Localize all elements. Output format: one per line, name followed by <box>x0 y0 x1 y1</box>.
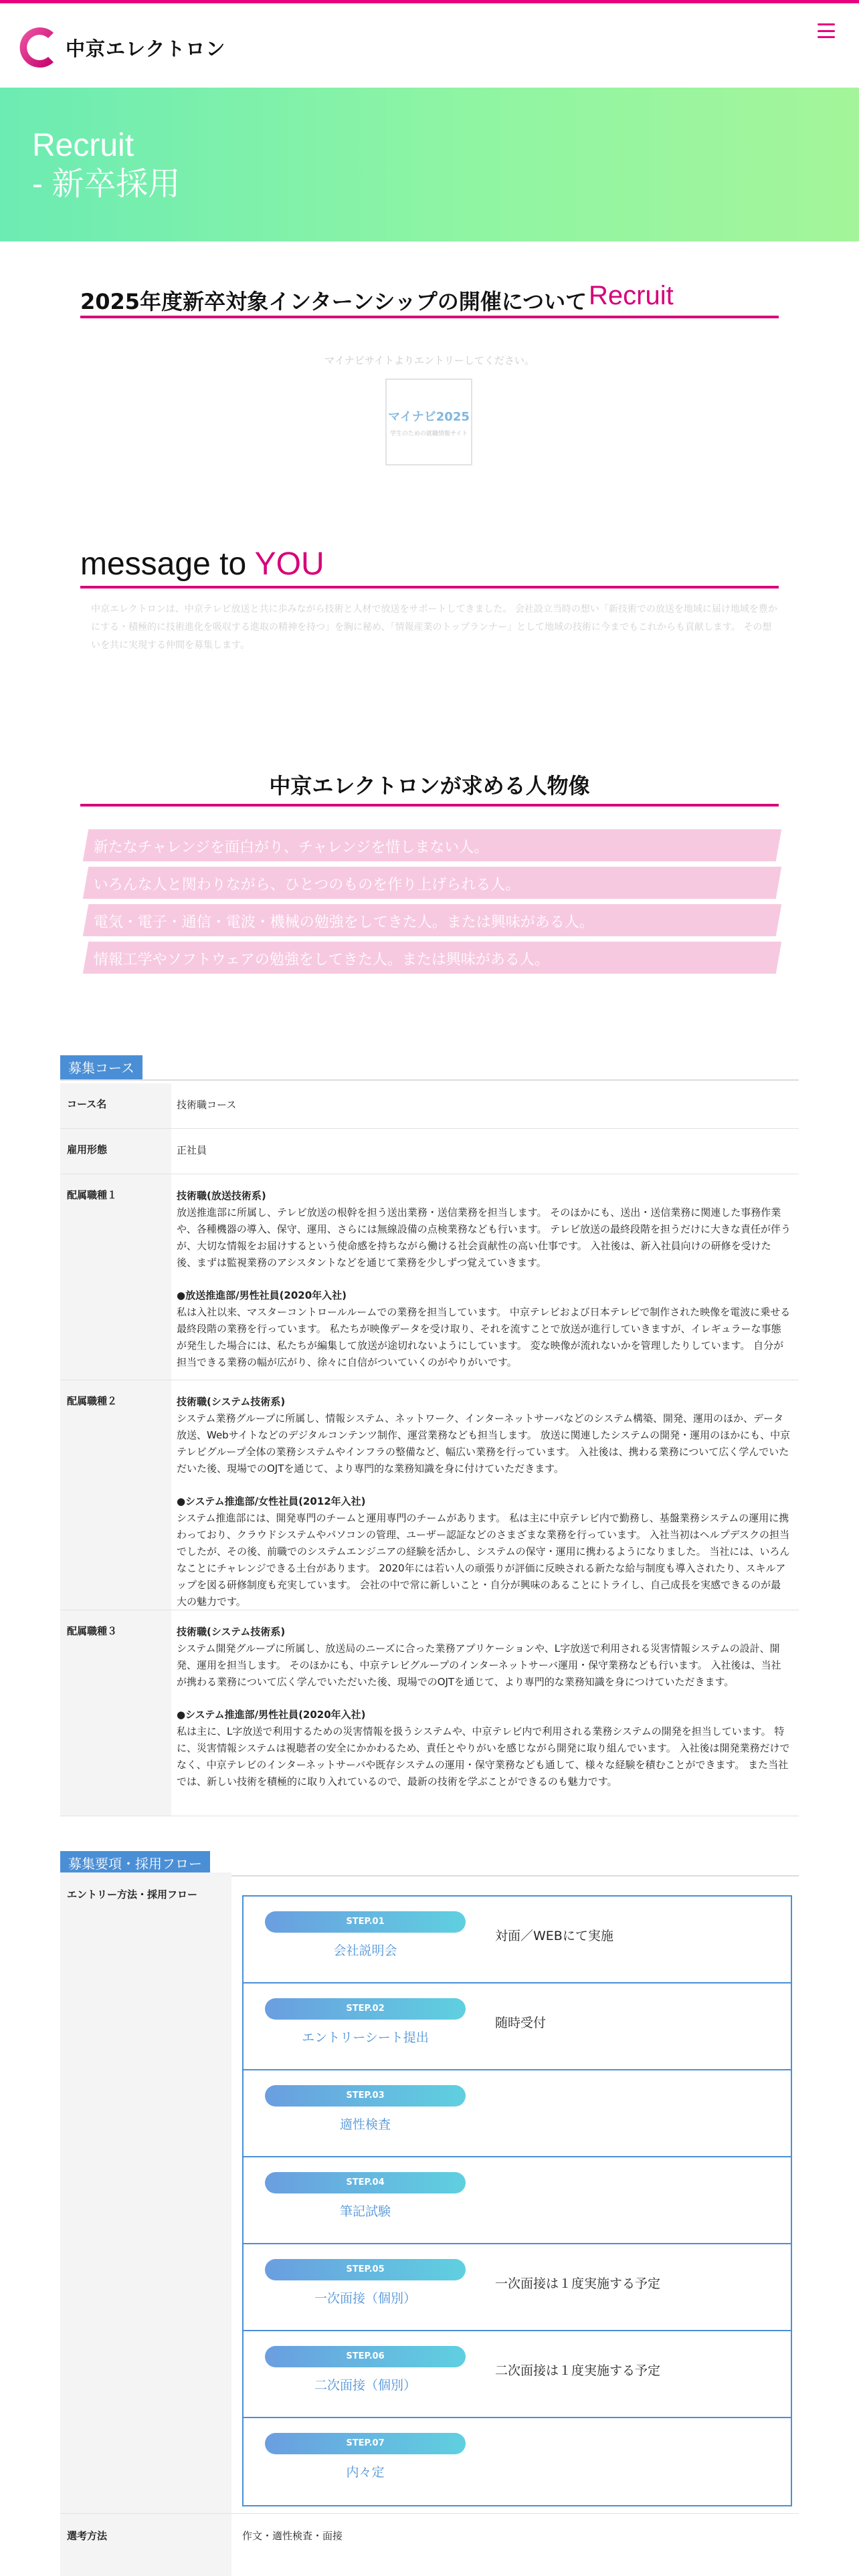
row-header: 雇用形態 <box>60 1129 171 1174</box>
dept-heading: 技術職(システム技術系) <box>177 1626 286 1638</box>
flow-step <box>244 2331 791 2418</box>
hero-title <box>32 126 180 204</box>
mynavi-badge-sub: 学生のための就職情報サイト <box>389 430 468 437</box>
row-value <box>171 1380 799 1610</box>
intern-heading <box>80 281 779 318</box>
table-row <box>60 1380 799 1610</box>
step-number: STEP.05 <box>265 2259 466 2280</box>
flow-row-value <box>231 1872 799 2513</box>
intern-title-jp: 2025年度新卒対象インターンシップの開催について <box>80 289 587 314</box>
row-value: 正社員 <box>177 1144 207 1156</box>
menu-icon[interactable] <box>818 23 835 38</box>
step-note: 随時受付 <box>495 2016 547 2030</box>
row-value <box>171 1610 799 1816</box>
hero-title-line1: Recruit <box>32 128 134 163</box>
row-value: 作文・適性検査・面接 <box>242 2530 343 2542</box>
message-body: 中京エレクトロンは、中京テレビ放送と共に歩みながら技術と人材で放送をサポートしてきました。 会社設立当時の想い「新技術での放送を地域に届け地域を豊かにする・積極的に技術進化を吸収する進取の精神を持つ」を胸に秘め、「情報産業のトップランナー」として地域の技術に今までもこれからも貢献します。 その想いを共に実現する仲間を募集します。 <box>91 604 777 651</box>
message-title-a: message to <box>80 546 255 582</box>
flow-tag: 募集要項・採用フロー <box>60 1851 210 1876</box>
step-label: 一次面接（個別） <box>314 2291 416 2306</box>
intern-title-en: Recruit <box>589 281 674 310</box>
selection-method-row <box>60 2513 799 2576</box>
site-header <box>0 3 859 88</box>
dept-description: システム業務グループに所属し、情報システム、ネットワーク、インターネットサーバなどのシステム構築、開発、運用のほか、データ放送、Webサイトなどのデジタルコンテンツ制作、運営業務なども担当します。 放送に関連したシステムの開発・運用のほかにも、中京テレビグループ全体の業務システムやインフラの整備など、幅広い業務を行っています。 入社後は、携わる業務について広く学んでいただいた後、現場でのOJTを通じて、より専門的な業務知識を身に付けていただきます。 <box>177 1412 791 1475</box>
hero-title-line2: - 新卒採用 <box>32 167 181 202</box>
employee-comment: システム推進部には、開発専門のチームと運用専門のチームがあります。 私は主に中京テレビ内で勤務し、基盤業務システムの運用に携わっており、クラウドシステムやパソコンの管理、ユーザー認証などのさまざまな業務を行っています。 入社当初はヘルプデスクの担当でしたが、その後、前職でのシステムエンジニアの経験を活かし、システムの保守・運用に携わるようになりました。 当社には、いろんなことにチャレンジできる土台があります。 2020年には若い人の頑張りが評価に反映される新たな給与制度も導入されたり、スキルアップを図る研修制度も充実しています。 会社の中で常に新しいこと・自分が興味のあることにトライし、自己成長を実感できるのが最大の魅力です。 <box>177 1512 790 1608</box>
employee-heading: ●システム推進部/女性社員(2012年入社) <box>177 1495 366 1507</box>
step-note: 一次面接は１度実施する予定 <box>495 2276 661 2291</box>
flow-step <box>244 2244 791 2331</box>
flow-steps <box>242 1895 792 2506</box>
dept-heading: 技術職(放送技術系) <box>177 1190 266 1202</box>
mynavi-badge-title: マイナビ2025 <box>388 409 470 424</box>
employee-heading: ●システム推進部/男性社員(2020年入社) <box>177 1709 366 1721</box>
dept-description: システム開発グループに所属し、放送局のニーズに合った業務アプリケーションや、L字放送で利用される災害情報システムの設計、開発、運用を担当します。 そのほかにも、中京テレビグループのインターネットサーバ運用・保守業務なども行います。 入社後は、当社が携わる業務について広く学んでいただいた後、現場でのOJTを通じて、より専門的な業務知識を身につけていただきます。 <box>177 1642 781 1688</box>
persona-item: 電気・電子・通信・電波・機械の勉強をしてきた人。または興味がある人。 <box>83 904 781 936</box>
employee-comment: 私は主に、L字放送で利用するための災害情報を扱うシステムや、中京テレビ内で利用される業務システムの開発を担当しています。 特に、災害情報システムは視聴者の安全にかかわるため、責任とやりがいを感じながら開発に取り組んでいます。 入社後は開発業務だけでなく、中京テレビのインターネットサーバや既存システムの運用・保守業務なども通して、様々な経験を積むことができます。 また当社では、新しい技術を積極的に取り入れているので、最新の技術を学ぶことができるのも魅力です。 <box>177 1725 790 1788</box>
course-tag: 募集コース <box>60 1055 142 1081</box>
logo-text: 中京エレクトロン <box>66 37 226 60</box>
flow-step <box>244 2070 791 2157</box>
table-row <box>60 1174 799 1380</box>
mynavi-badge-link[interactable] <box>385 379 472 465</box>
row-header: 配属職種３ <box>60 1610 171 1816</box>
step-number: STEP.03 <box>265 2085 466 2107</box>
step-label: 筆記試験 <box>339 2204 391 2219</box>
persona-heading: 中京エレクトロンが求める人物像 <box>80 769 779 807</box>
course-table <box>60 1083 799 1816</box>
flow-step <box>244 2157 791 2244</box>
persona-item: 情報工学やソフトウェアの勉強をしてきた人。または興味がある人。 <box>83 942 781 974</box>
step-number: STEP.06 <box>265 2346 466 2367</box>
table-row <box>60 1129 799 1174</box>
flow-step <box>244 2418 791 2505</box>
hero-banner <box>0 88 859 241</box>
flow-table <box>60 1872 799 2513</box>
row-value <box>171 1174 799 1380</box>
course-tag-line <box>60 1079 799 1081</box>
message-title-b: YOU <box>254 546 324 582</box>
row-header: コース名 <box>60 1083 171 1128</box>
persona-item: 新たなチャレンジを面白がり、チャレンジを惜しまない人。 <box>83 829 781 861</box>
flow-step <box>244 1897 791 1983</box>
step-number: STEP.04 <box>265 2172 466 2193</box>
step-number: STEP.01 <box>265 1911 466 1933</box>
row-header: 配属職種２ <box>60 1380 171 1610</box>
step-note: 対面／WEBにて実施 <box>495 1929 613 1943</box>
site-logo[interactable] <box>19 23 225 72</box>
row-header: 選考方法 <box>60 2514 231 2576</box>
persona-item: いろんな人と関わりながら、ひとつのものを作り上げられる人。 <box>83 867 781 899</box>
step-label: 会社説明会 <box>333 1943 397 1958</box>
flow-row-header: エントリー方法・採用フロー <box>60 1872 231 2513</box>
dept-heading: 技術職(システム技術系) <box>177 1396 286 1408</box>
employee-heading: ●放送推進部/男性社員(2020年入社) <box>177 1289 347 1301</box>
step-number: STEP.02 <box>265 1998 466 2020</box>
message-heading <box>80 546 779 588</box>
step-label: 二次面接（個別） <box>314 2378 416 2393</box>
table-row <box>60 1610 799 1816</box>
step-label: 内々定 <box>346 2465 385 2480</box>
step-number: STEP.07 <box>265 2433 466 2454</box>
flow-step <box>244 1983 791 2070</box>
logo-mark-icon <box>19 23 62 72</box>
employee-comment: 私は入社以来、マスターコントロールルームでの業務を担当しています。 中京テレビおよび日本テレビで制作された映像を電波に乗せる最終段階の業務を行っています。 私たちが映像データを受け取り、それを流すことで放送が進行していきますが、イレギュラーな事態が発生した場合には、私たちが編集して放送が途切れないようにしています。 変な映像が流れないかを管理したりしています。 自分が担当できる業務の幅が広がり、徐々に自信がついていくのがやりがいです。 <box>177 1306 791 1368</box>
row-header: 配属職種１ <box>60 1174 171 1380</box>
step-label: 適性検査 <box>339 2117 391 2132</box>
step-note: 二次面接は１度実施する予定 <box>495 2363 661 2378</box>
table-row <box>60 1083 799 1129</box>
dept-description: 放送推進部に所属し、テレビ放送の根幹を担う送出業務・送信業務を担当します。 そのほかにも、送出・送信業務に関連した事務作業や、各種機器の導入、保守、運用、さらには無線設備の点検業務なども行います。 テレビ放送の最終段階を担うだけに大きな責任が伴うが、大切な情報をお届けするという使命感を持ちながら働ける社会貢献性の高い仕事です。 入社後は、新入社員向けの研修を受けた後、まずは監視業務のアシスタントなどを通じて業務を少しずつ覚えていきます。 <box>177 1206 791 1269</box>
row-value: 技術職コース <box>177 1099 237 1111</box>
mynavi-note: マイナビサイトよりエントリーしてください。 <box>324 354 535 366</box>
step-label: エントリーシート提出 <box>302 2030 429 2045</box>
